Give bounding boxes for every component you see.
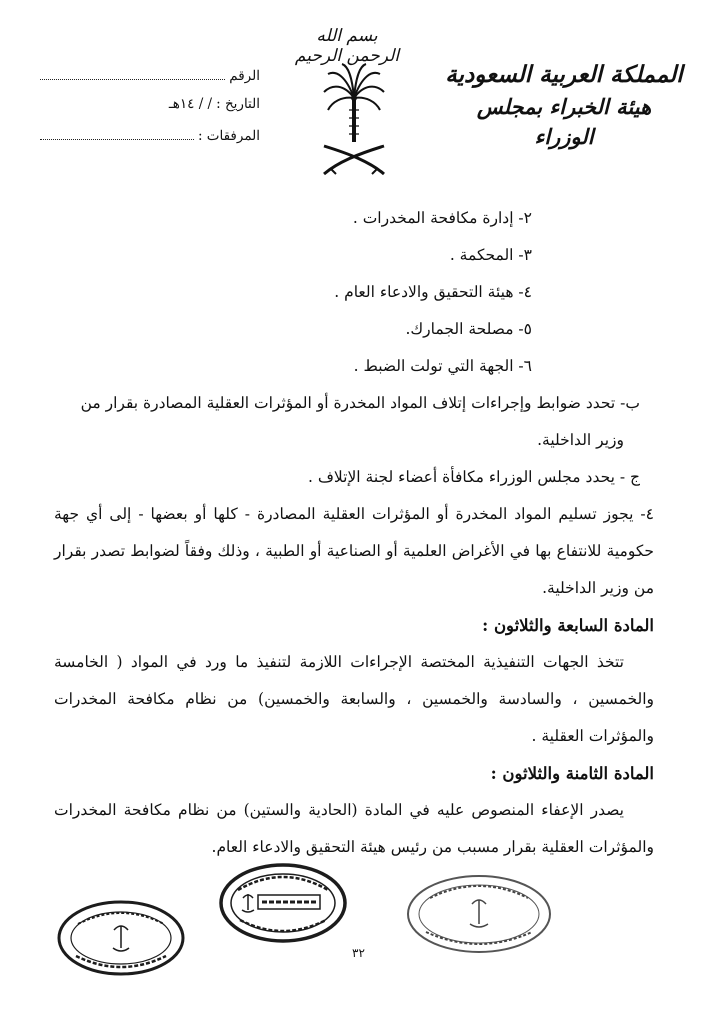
list-item: ٥- مصلحة الجمارك. (405, 320, 532, 338)
date-value: / / ١٤هـ (168, 96, 213, 112)
basmala: بسم الله الرحمن الرحيم (294, 26, 400, 66)
attachments-line (40, 126, 194, 140)
paragraph-4: ٤- يجوز تسليم المواد المخدرة أو المؤثرات العقلية المصادرة - كلها أو بعضها - إلى أي جهة حكومية للانتفاع بها في الأغراض العلمية أو الصناعية أو الطبية ، وذلك وفقاً لضوابط تصدر بقرار من وزير الداخلية. (54, 505, 654, 597)
clause-j: ج - يحدد مجلس الوزراء مكافأة أعضاء لجنة الإتلاف . (307, 468, 640, 486)
letter-metadata (40, 66, 260, 156)
clause-b-continuation: وزير الداخلية. (537, 431, 624, 449)
ref-line (40, 66, 225, 80)
attachments-label: المرفقات : (197, 128, 260, 144)
ref-row (40, 66, 260, 96)
article-38-heading: المادة الثامنة والثلاثون : (490, 764, 654, 783)
org-country-line: المملكة العربية السعودية (445, 61, 683, 88)
article-37-heading: المادة السابعة والثلاثون : (482, 616, 654, 635)
attachments-row (40, 126, 260, 156)
list-item: ٣- المحكمة . (449, 246, 532, 264)
date-row (40, 96, 260, 126)
saudi-emblem-icon (318, 62, 390, 180)
stamp-left (56, 898, 186, 978)
article-38-text: يصدر الإعفاء المنصوص عليه في المادة (الحادية والستين) من نظام مكافحة المخدرات والمؤثرات العقلية بقرار مسبب من رئيس هيئة التحقيق والادعاء العام. (54, 801, 654, 856)
organization-name (444, 58, 684, 152)
stamp-right (404, 872, 554, 956)
ref-label: الرقم (229, 68, 260, 84)
date-label: التاريخ : (216, 96, 260, 112)
document-body (54, 200, 654, 866)
stamp-middle (218, 862, 348, 944)
list-item: ٦- الجهة التي تولت الضبط . (353, 357, 532, 375)
org-agency-line: هيئة الخبراء بمجلس الوزراء (476, 94, 652, 149)
page-number: ٣٢ (352, 946, 365, 960)
list-item: ٢- إدارة مكافحة المخدرات . (352, 209, 532, 227)
list-item: ٤- هيئة التحقيق والادعاء العام . (334, 283, 532, 301)
article-37-text: تتخذ الجهات التنفيذية المختصة الإجراءات اللازمة لتنفيذ ما ورد في المواد ( الخامسة والخمسين ، والسادسة والخمسين ، والسابعة والخمسين) من نظام مكافحة المخدرات والمؤثرات العقلية . (54, 653, 654, 745)
clause-b: ب- تحدد ضوابط وإجراءات إتلاف المواد المخدرة أو المؤثرات العقلية المصادرة بقرار من (80, 394, 640, 412)
